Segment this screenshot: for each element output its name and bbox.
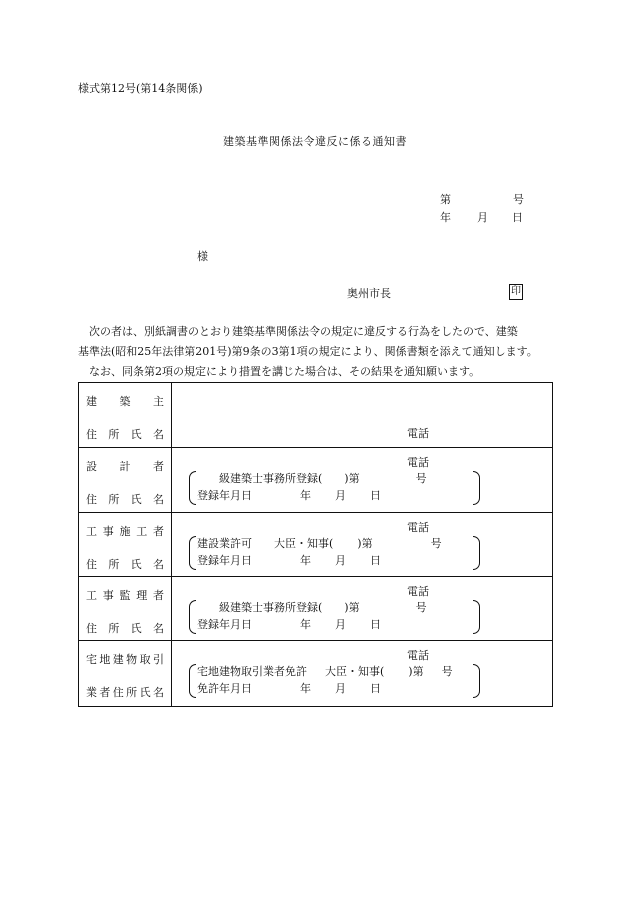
address-name-label xyxy=(86,426,164,442)
registration-text: 大臣・知事( xyxy=(325,665,385,678)
registration-date-text: 免許年月日 xyxy=(197,682,252,695)
label-char: 施 xyxy=(119,525,131,538)
body-line-1: 次の者は、別紙調書のとおり建築基準関係法令の規定に違反する行為をしたので、建築 xyxy=(89,325,518,338)
party-row xyxy=(79,641,553,707)
registration-date-text: 日 xyxy=(370,489,381,502)
registration-date-text: 日 xyxy=(370,554,381,567)
label-char: 名 xyxy=(152,622,164,635)
address-name-label xyxy=(86,620,164,636)
registration-date-text: 登録年月日 xyxy=(197,618,252,631)
seal-mark: 印 xyxy=(509,284,523,300)
address-name-label xyxy=(86,491,164,507)
role-label xyxy=(86,587,164,603)
party-row xyxy=(79,577,553,641)
label-char: 工 xyxy=(86,589,97,602)
label-char: 所 xyxy=(108,428,120,441)
label-char: 業 xyxy=(86,686,97,699)
label-char: 所 xyxy=(108,493,120,506)
label-char: 者 xyxy=(153,589,164,602)
registration-date-text: 月 xyxy=(335,682,346,695)
registration-text: )第 xyxy=(357,537,373,550)
label-char: 建 xyxy=(86,395,97,408)
label-char: 氏 xyxy=(139,686,151,699)
form-id: 様式第12号(第14条関係) xyxy=(78,82,203,95)
number-dai: 第 xyxy=(440,193,451,206)
party-content-cell xyxy=(172,577,553,641)
party-row xyxy=(79,513,553,577)
close-paren xyxy=(473,600,480,634)
label-char: 監 xyxy=(119,589,131,602)
label-char: 名 xyxy=(152,558,164,571)
label-char: 築 xyxy=(119,395,131,408)
registration-text: 号 xyxy=(415,601,427,614)
registration-date-line xyxy=(197,489,381,503)
registration-date-text: 日 xyxy=(370,682,381,695)
body-line-3: なお、同条第2項の規定により措置を講じた場合は、その結果を通知願います。 xyxy=(89,365,481,378)
party-content-cell xyxy=(172,383,553,448)
party-row xyxy=(79,383,553,448)
label-char: 氏 xyxy=(130,428,142,441)
label-char: 計 xyxy=(119,460,131,473)
registration-line xyxy=(197,537,442,551)
registration-text: )第 xyxy=(344,472,360,485)
notice-body xyxy=(78,322,556,382)
registration-date-text: 月 xyxy=(335,554,346,567)
role-label xyxy=(86,523,164,539)
registration-text: 号 xyxy=(415,472,427,485)
label-char: 工 xyxy=(136,525,148,538)
label-char: 所 xyxy=(108,558,120,571)
label-char: 者 xyxy=(153,525,164,538)
label-char: 者 xyxy=(99,686,111,699)
registration-date-text: 年 xyxy=(300,682,311,695)
date-month: 月 xyxy=(477,211,488,224)
label-char: 氏 xyxy=(130,493,142,506)
document-date xyxy=(440,211,523,225)
address-name-label xyxy=(86,556,164,572)
registration-date-text: 登録年月日 xyxy=(197,554,252,567)
label-char: 名 xyxy=(152,493,164,506)
label-char: 住 xyxy=(86,493,97,506)
label-char: 氏 xyxy=(130,622,142,635)
label-char: 設 xyxy=(86,460,97,473)
close-paren xyxy=(473,471,480,505)
registration-date-text: 月 xyxy=(335,489,346,502)
registration-date-line xyxy=(197,682,381,696)
label-char: 所 xyxy=(108,622,120,635)
label-char: 主 xyxy=(153,395,164,408)
close-paren xyxy=(473,664,480,698)
open-paren xyxy=(189,664,196,698)
party-content-cell xyxy=(172,641,553,707)
party-label-cell xyxy=(79,383,172,448)
telephone-label: 電話 xyxy=(407,521,429,534)
label-char: 物 xyxy=(126,653,138,666)
telephone-label: 電話 xyxy=(407,427,429,440)
addressee-suffix: 様 xyxy=(197,250,208,263)
date-day: 日 xyxy=(512,211,523,224)
number-gou: 号 xyxy=(513,193,524,206)
registration-text: 大臣・知事( xyxy=(274,537,334,550)
role-label xyxy=(86,393,164,409)
sender-name: 奥州市長 xyxy=(347,287,391,300)
label-char: 住 xyxy=(86,428,97,441)
label-char: 名 xyxy=(152,686,164,699)
close-paren xyxy=(473,536,480,570)
telephone-label: 電話 xyxy=(407,649,429,662)
parties-table xyxy=(78,382,553,707)
open-paren xyxy=(189,600,196,634)
registration-text: )第 xyxy=(344,601,360,614)
party-label-cell xyxy=(79,577,172,641)
registration-date-text: 日 xyxy=(370,618,381,631)
registration-text: 宅地建物取引業者免許 xyxy=(197,665,307,678)
date-year: 年 xyxy=(440,211,451,224)
label-char: 氏 xyxy=(130,558,142,571)
registration-line xyxy=(219,472,427,486)
label-char: 建 xyxy=(112,653,124,666)
role-label xyxy=(86,651,164,667)
label-char: 住 xyxy=(112,686,124,699)
registration-line xyxy=(219,601,427,615)
document-number xyxy=(440,193,524,207)
registration-text: 級建築士事務所登録( xyxy=(219,601,323,614)
open-paren xyxy=(189,471,196,505)
label-char: 者 xyxy=(153,460,164,473)
label-char: 住 xyxy=(86,558,97,571)
open-paren xyxy=(189,536,196,570)
party-label-cell xyxy=(79,641,172,707)
registration-date-text: 登録年月日 xyxy=(197,489,252,502)
registration-date-text: 年 xyxy=(300,618,311,631)
registration-text: 号 xyxy=(430,537,442,550)
label-char: 取 xyxy=(139,653,151,666)
body-line-2: 基準法(昭和25年法律第201号)第9条の3第1項の規定により、関係書類を添えて通知します。 xyxy=(78,345,538,358)
role-label xyxy=(86,458,164,474)
registration-text: 級建築士事務所登録( xyxy=(219,472,323,485)
registration-date-text: 年 xyxy=(300,554,311,567)
registration-text: 号 xyxy=(441,665,453,678)
registration-line xyxy=(197,665,453,679)
registration-date-text: 年 xyxy=(300,489,311,502)
registration-date-text: 月 xyxy=(335,618,346,631)
party-label-cell xyxy=(79,513,172,577)
label-char: 所 xyxy=(126,686,138,699)
address-name-label xyxy=(86,684,164,700)
label-char: 理 xyxy=(136,589,148,602)
party-row xyxy=(79,448,553,513)
registration-text: 建設業許可 xyxy=(197,537,252,550)
label-char: 名 xyxy=(152,428,164,441)
label-char: 引 xyxy=(152,653,164,666)
party-content-cell xyxy=(172,513,553,577)
label-char: 宅 xyxy=(86,653,97,666)
telephone-label: 電話 xyxy=(407,585,429,598)
registration-text: )第 xyxy=(408,665,424,678)
party-content-cell xyxy=(172,448,553,513)
label-char: 地 xyxy=(99,653,111,666)
label-char: 事 xyxy=(102,525,114,538)
registration-date-line xyxy=(197,618,381,632)
label-char: 工 xyxy=(86,525,97,538)
label-char: 事 xyxy=(102,589,114,602)
document-title: 建築基準関係法令違反に係る通知書 xyxy=(223,135,407,148)
label-char: 住 xyxy=(86,622,97,635)
telephone-label: 電話 xyxy=(407,456,429,469)
party-label-cell xyxy=(79,448,172,513)
registration-date-line xyxy=(197,554,381,568)
